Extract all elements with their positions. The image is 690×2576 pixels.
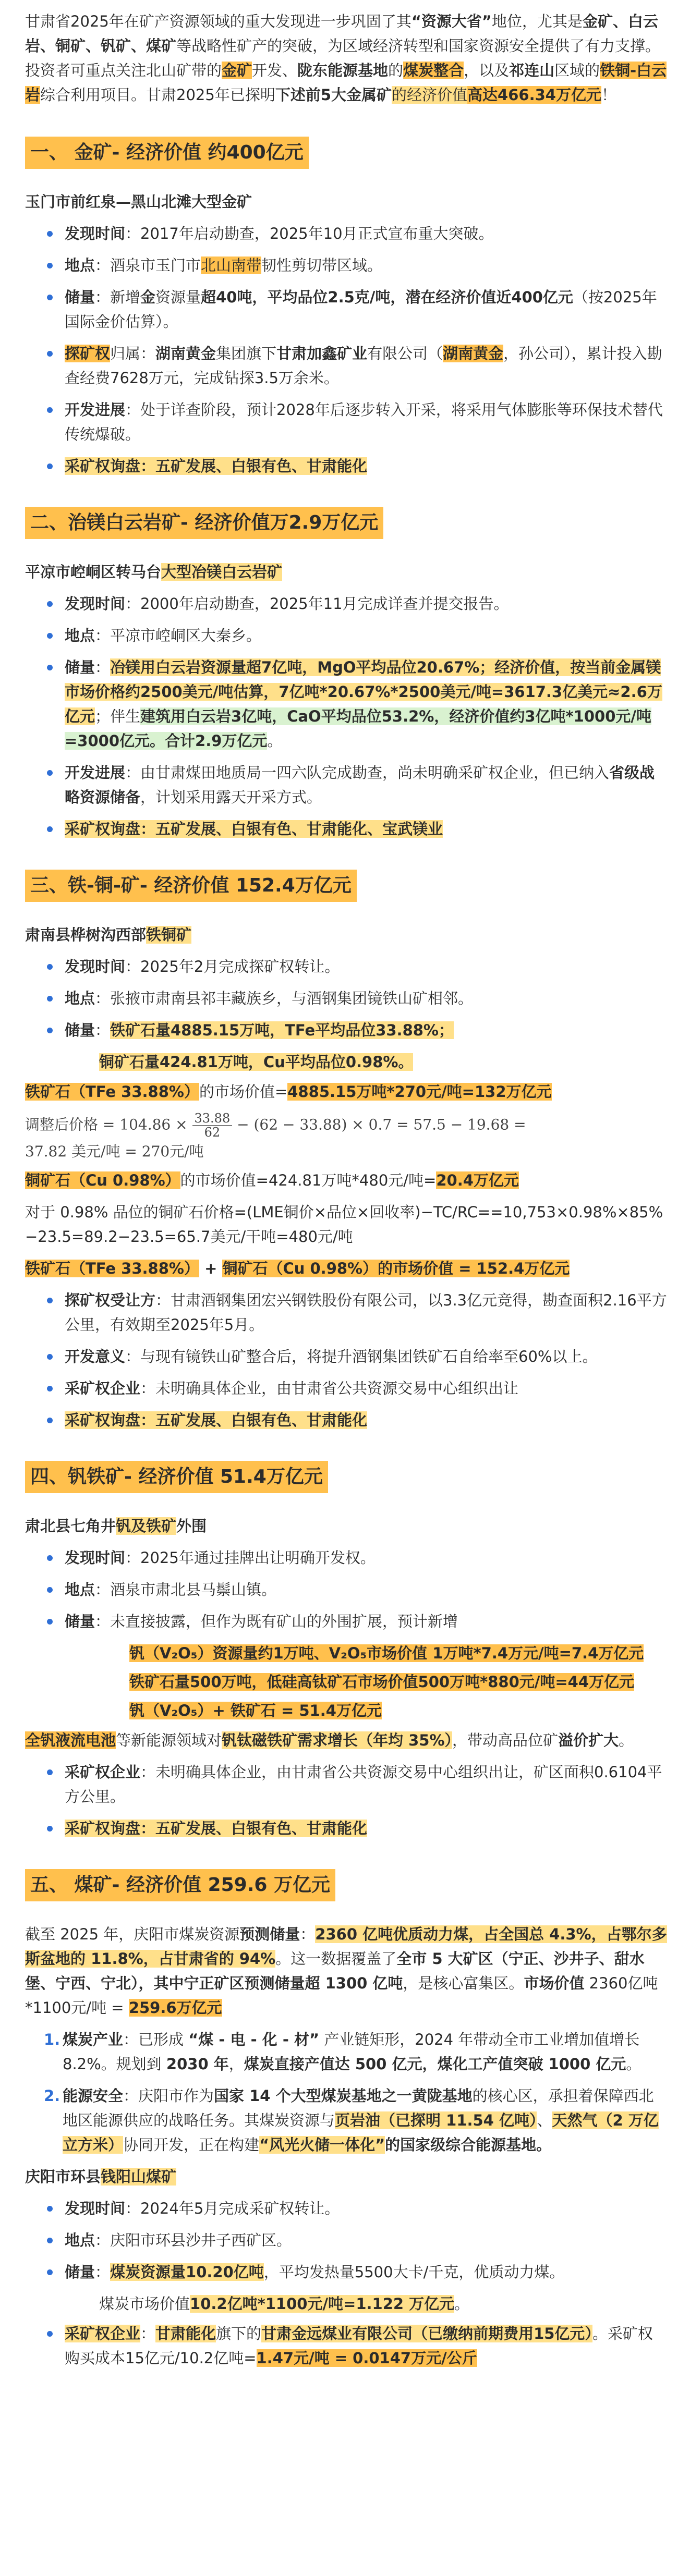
- iron-value-line: 铁矿石（TFe 33.88%）的市场价值=4885.15万吨*270元/吨=132万亿元: [25, 1083, 552, 1101]
- copper-ore-amount: 铜矿石量424.81万吨，Cu平均品位0.98%。: [99, 1053, 414, 1071]
- list-item: 探矿权受让方：甘肃酒钢集团宏兴钢铁股份有限公司，以3.3亿元竞得，勘查面积2.16平方公里，有效期至2025年5月。: [47, 1288, 667, 1337]
- list-item: 地点：酒泉市肃北县马鬃山镇。: [47, 1578, 667, 1602]
- list-item: 2. 能源安全：庆阳市作为国家 14 个大型煤炭基地之一黄陇基地的核心区，承担着保障西北地区能源供应的战略任务。其煤炭资源与页岩油（已探明 11.54 亿吨）、天然气（2 万亿立方米）协同开发，正在构建“风光火储一体化”的国家级综合能源基地。: [44, 2086, 659, 2154]
- list-item: 采矿权询盘：五矿发展、白银有色、甘肃能化: [47, 1408, 667, 1433]
- list-item: 发现时间：2000年启动勘查，2025年11月完成详查并提交报告。: [47, 592, 667, 616]
- section-vanadium: [25, 1456, 667, 1841]
- coal-mine-details: [47, 2196, 667, 2285]
- iron-ore-value: 铁矿石量500万吨，低硅高钛矿石市场价值500万吨*880元/吨=44万亿元: [129, 1673, 635, 1691]
- list-item: 开发进展：处于详查阶段，预计2028年后逐步转入开采，将采用气体膨胀等环保技术替代传统爆破。: [47, 398, 667, 447]
- iron-copper-more: [47, 1288, 667, 1433]
- iron-copper-total: 铁矿石（TFe 33.88%） + 铜矿石（Cu 0.98%）的市场价值 = 152.4万亿元: [25, 1260, 570, 1278]
- section-coal: [25, 1864, 667, 2371]
- list-item: 开发意义：与现有镜铁山矿整合后，将提升酒钢集团铁矿石自给率至60%以上。: [47, 1345, 667, 1369]
- coal-market-value: 煤炭市场价值10.2亿吨*1100元/吨=1.122 万亿元。: [99, 2294, 470, 2313]
- section-gold: [25, 131, 667, 479]
- list-item: 发现时间：2017年启动勘查，2025年10月正式宣布重大突破。: [47, 222, 667, 246]
- vanadium-details: [47, 1546, 667, 1634]
- list-item: 地点：酒泉市玉门市北山南带韧性剪切带区域。: [47, 253, 667, 278]
- list-item: 发现时间：2024年5月完成采矿权转让。: [47, 2196, 667, 2221]
- list-item: 采矿权询盘：五矿发展、白银有色、甘肃能化、宝武镁业: [47, 817, 667, 841]
- vanadium-market-note: 全钒液流电池等新能源领域对钒钛磁铁矿需求增长（年均 35%），带动高品位矿溢价扩大。: [25, 1731, 634, 1749]
- list-item: 储量：冶镁用白云岩资源量超7亿吨，MgO平均品位20.67%；经济价值，按当前金属镁市场价格约2500美元/吨估算，7亿吨*20.67%*2500美元/吨=3617.3亿美元≈2.6万亿元；伴生建筑用白云岩3亿吨，CaO平均品位53.2%，经济价值约3亿吨*1000元/吨=3000亿元。合计2.9万亿元。: [47, 655, 667, 753]
- vanadium-iron-total: 钒（V₂O₅）+ 铁矿石 = 51.4万亿元: [129, 1701, 382, 1719]
- vanadium-more: [47, 1760, 667, 1841]
- list-item: 地点：庆阳市环县沙井子西矿区。: [47, 2228, 667, 2253]
- section-title-vanadium: 四、钒铁矿- 经济价值 51.4万亿元: [25, 1461, 328, 1493]
- section-title-gold: 一、 金矿- 经济价值 约400亿元: [25, 137, 309, 169]
- list-item: 采矿权企业：未明确具体企业，由甘肃省公共资源交易中心组织出让，矿区面积0.6104平方公里。: [47, 1760, 667, 1809]
- list-item: 开发进展：由甘肃煤田地质局一四六队完成勘查，尚未明确采矿权企业，但已纳入省级战略资源储备，计划采用露天开采方式。: [47, 761, 667, 810]
- coal-overview: 截至 2025 年，庆阳市煤炭资源预测储量：2360 亿吨优质动力煤，占全国总 4.3%，占鄂尔多斯盆地的 11.8%，占甘肃省的 94%。这一数据覆盖了全市 5 大矿区（宁正、沙井子、甜水堡、宁西、宁北），其中宁正矿区预测储量超 1300 亿吨，是核心富集区。市场价值 2360亿吨*1100元/吨 = 259.6万亿元: [25, 1925, 667, 2017]
- subhead-gold-mine: 玉门市前红泉—黑山北滩大型金矿: [25, 193, 252, 211]
- list-item: 储量：煤炭资源量10.20亿吨，平均发热量5500大卡/千克，优质动力煤。: [47, 2260, 667, 2285]
- fraction: $\frac{33.88}{62}$: [192, 1112, 233, 1140]
- list-item: 地点：平凉市崆峒区大秦乡。: [47, 624, 667, 648]
- section-title-iron-copper: 三、铁-铜-矿- 经济价值 152.4万亿元: [25, 870, 357, 902]
- list-item: 发现时间：2025年2月完成探矿权转让。: [47, 955, 667, 979]
- dolomite-details: [47, 592, 667, 841]
- list-item: 采矿权企业：甘肃能化旗下的甘肃金远煤业有限公司（已缴纳前期费用15亿元）。采矿权购买成本15亿元/10.2亿吨=1.47元/吨 = 0.0147万元/公斤: [47, 2322, 667, 2371]
- section-iron-copper: [25, 864, 667, 1433]
- subhead-coal-mine: 庆阳市环县钱阳山煤矿: [25, 2167, 177, 2186]
- list-item: 采矿权询盘：五矿发展、白银有色、甘肃能化: [47, 1816, 667, 1841]
- intro-paragraph: 甘肃省2025年在矿产资源领域的重大发现进一步巩固了其“资源大省”地位，尤其是金矿、白云岩、铜矿、钒矿、煤矿等战略性矿产的突破，为区域经济转型和国家资源安全提供了有力支撑。投资者可重点关注北山矿带的金矿开发、陇东能源基地的煤炭整合，以及祁连山区域的铁铜-白云岩综合利用项目。甘肃2025年已探明下述前5大金属矿的经济价值高达466.34万亿元！: [25, 13, 667, 104]
- list-item: 采矿权询盘：五矿发展、白银有色、甘肃能化: [47, 454, 667, 479]
- list-item: 发现时间：2025年通过挂牌出让明确开发权。: [47, 1546, 667, 1570]
- list-item: 采矿权企业：未明确具体企业，由甘肃省公共资源交易中心组织出让: [47, 1376, 667, 1401]
- copper-value-line: 铜矿石（Cu 0.98%）的市场价值=424.81万吨*480元/吨=20.4万亿元: [25, 1171, 519, 1190]
- list-item: 探矿权归属：湖南黄金集团旗下甘肃加鑫矿业有限公司（湖南黄金，孙公司），累计投入勘查经费7628万元，完成钻探3.5万余米。: [47, 341, 667, 390]
- subhead-dolomite-mine: 平凉市崆峒区转马台大型冶镁白云岩矿: [25, 563, 283, 581]
- list-item: 1. 煤炭产业：已形成 “煤 - 电 - 化 - 材” 产业链矩形，2024 年带动全市工业增加值增长 8.2%。规划到 2030 年，煤炭直接产值达 500 亿元，煤化工产值突破 1000 亿元。: [44, 2031, 641, 2073]
- section-title-dolomite: 二、治镁白云岩矿- 经济价值万2.9万亿元: [25, 507, 383, 539]
- vanadium-value: 钒（V₂O₅）资源量约1万吨、V₂O₅市场价值 1万吨*7.4万元/吨=7.4万亿元: [129, 1644, 644, 1663]
- list-item: 储量：未直接披露，但作为既有矿山的外围扩展，预计新增: [47, 1609, 667, 1634]
- coal-points: [34, 2028, 667, 2157]
- iron-price-formula: 调整后价格 = 104.86 × $\frac{33.88}{62}$ − (62 − 33.88) × 0.7 = 57.5 − 19.68 = 37.82 美元/吨 = 270元/吨: [25, 1111, 526, 1160]
- coal-mine-company: [47, 2322, 667, 2371]
- subhead-iron-copper-mine: 肃南县桦树沟西部铁铜矿: [25, 926, 192, 944]
- list-item: 储量：新增金资源量超40吨，平均品位2.5克/吨，潜在经济价值近400亿元（按2025年国际金价估算）。: [47, 285, 667, 334]
- section-dolomite: [25, 502, 667, 841]
- copper-price-note: 对于 0.98% 品位的铜矿石价格=(LME铜价×品位×回收率)−TC/RC==10,753×0.98%×85%−23.5=89.2−23.5=65.7美元/干吨=480元/吨: [25, 1203, 663, 1246]
- section-title-coal: 五、 煤矿- 经济价值 259.6 万亿元: [25, 1869, 335, 1901]
- iron-copper-details: [47, 955, 667, 1043]
- list-item: 储量：铁矿石量4885.15万吨，TFe平均品位33.88%；: [47, 1018, 667, 1043]
- list-item: 地点：张掖市肃南县祁丰藏族乡，与酒钢集团镜铁山矿相邻。: [47, 986, 667, 1011]
- subhead-vanadium-mine: 肃北县七角井钒及铁矿外围: [25, 1517, 207, 1535]
- gold-details: [47, 222, 667, 479]
